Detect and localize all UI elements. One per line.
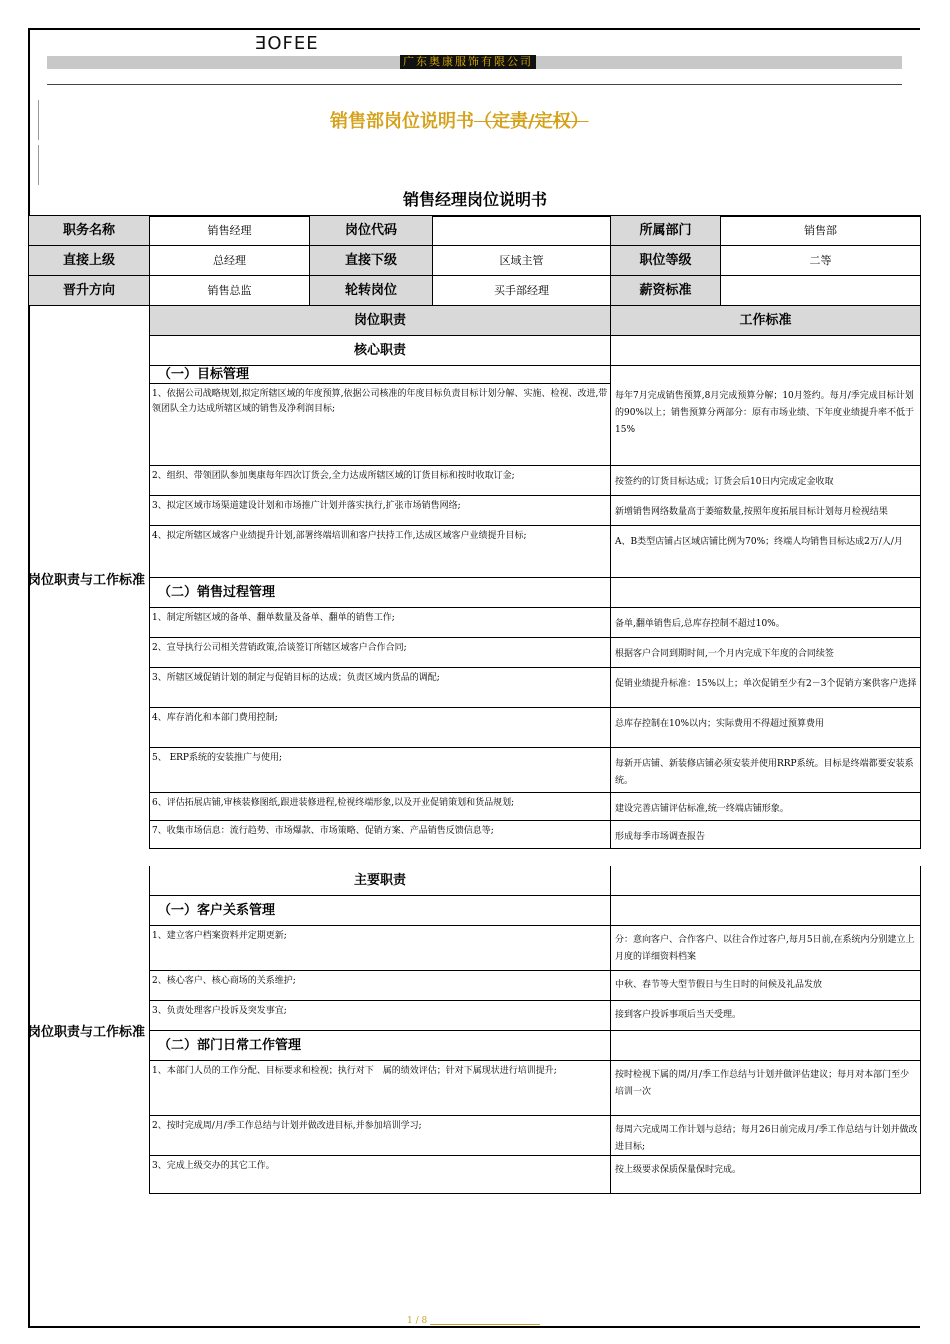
info-label: 职务名称: [28, 216, 150, 246]
standard-item: 接到客户投诉事项后当天受理。: [611, 1001, 921, 1031]
standard-item: 每周六完成周工作计划与总结；每月26日前完成月/季工作总结与计划并做改进目标;: [611, 1116, 921, 1156]
page-number: 1 / 8: [407, 1316, 428, 1326]
standard-item: 形成每季市场调查报告: [611, 821, 921, 849]
duty-item: 3、负责处理客户投诉及突发事宜;: [150, 1001, 611, 1031]
section-title: 核心职责: [150, 336, 611, 366]
info-label: 所属部门: [611, 216, 721, 246]
standard-item: 按时检视下属的周/月/季工作总结与计划并做评估建议；每月对本部门至少培训一次: [611, 1061, 921, 1116]
info-value: 总经理: [150, 246, 310, 276]
duty-item: 3、拟定区域市场渠道建设计划和市场推广计划并落实执行,扩张市场销售网络;: [150, 496, 611, 526]
duty-item: 2、核心客户、核心商场的关系维护;: [150, 971, 611, 1001]
group-title-blank: [611, 896, 921, 926]
duty-item: 2、按时完成周/月/季工作总结与计划并做改进目标,并参加培训学习;: [150, 1116, 611, 1156]
duty-item: 1、制定所辖区域的备单、翻单数量及备单、翻单的销售工作;: [150, 608, 611, 638]
group-title-blank: [611, 578, 921, 608]
standard-item: 按签约的订货目标达成；订货会后10日内完成定金收取: [611, 466, 921, 496]
footer-line: [430, 1324, 540, 1325]
info-value: 销售经理: [150, 216, 310, 246]
duty-item: 1、依据公司战略规划,拟定所辖区域的年度预算,依据公司核准的年度目标负责目标计划分解、实施、检视、改进,带领团队全力达成所辖区域的销售及净利润目标;: [150, 384, 611, 466]
info-label: 岗位代码: [310, 216, 433, 246]
duty-item: 7、收集市场信息：流行趋势、市场爆款、市场策略、促销方案、产品销售反馈信息等;: [150, 821, 611, 849]
duty-item: 5、 ERP系统的安装推广与使用;: [150, 748, 611, 793]
info-value: [433, 216, 611, 246]
standard-item: 新增销售网络数量高于萎缩数量,按照年度拓展目标计划每月检视结果: [611, 496, 921, 526]
page-title: 销售经理岗位说明书: [402, 190, 547, 209]
info-label: 直接下级: [310, 246, 433, 276]
group-title: （二）销售过程管理: [150, 578, 611, 608]
duty-column-header: 岗位职责: [150, 306, 611, 336]
info-value: 销售部: [721, 216, 921, 246]
duty-item: 3、完成上级交办的其它工作。: [150, 1156, 611, 1194]
side-label: 岗位职责与工作标准: [28, 573, 146, 588]
standard-item: 备单,翻单销售后,总库存控制不超过10%。: [611, 608, 921, 638]
group-title: （一）目标管理: [150, 366, 611, 384]
margin-mark: [38, 145, 39, 185]
info-label: 晋升方向: [28, 276, 150, 306]
margin-mark: [38, 100, 39, 140]
group-title: （二）部门日常工作管理: [150, 1031, 611, 1061]
standard-item: 每新开店铺、新装修店铺必须安装并使用RRP系统。目标是终端都要安装系统。: [611, 748, 921, 793]
duty-item: 1、本部门人员的工作分配、目标要求和检视；执行对下 属的绩效评估；针对下属现状进行培训提升;: [150, 1061, 611, 1116]
standard-item: 中秋、春节等大型节假日与生日时的问候及礼品发放: [611, 971, 921, 1001]
duty-item: 2、组织、带领团队参加奥康每年四次订货会,全力达成所辖区域的订货目标和按时收取订金;: [150, 466, 611, 496]
info-label: 直接上级: [28, 246, 150, 276]
standard-item: A、B类型店铺占区域店铺比例为70%；终端人均销售目标达成2万/人/月: [611, 526, 921, 578]
standard-item: 按上级要求保质保量保时完成。: [611, 1156, 921, 1194]
duty-item: 2、宣导执行公司相关营销政策,洽谈签订所辖区域客户合作合同;: [150, 638, 611, 668]
duty-item: 4、库存消化和本部门费用控制;: [150, 708, 611, 748]
side-column-divider: [149, 866, 150, 1194]
section-title: 主要职责: [150, 866, 611, 896]
side-column-divider: [149, 306, 150, 849]
section-title-blank: [611, 866, 921, 896]
standard-item: 每年7月完成销售预算,8月完成预算分解；10月签约。每月/季完成目标计划的90%以上；销售预算分两部分：原有市场业绩、下年度业绩提升率不低于15%: [611, 366, 921, 466]
company-name: 广东奥康服饰有限公司: [400, 55, 536, 69]
info-label: 轮转岗位: [310, 276, 433, 306]
info-value: 区域主管: [433, 246, 611, 276]
info-label: 职位等级: [611, 246, 721, 276]
standard-item: 根据客户合同到期时间,一个月内完成下年度的合同续签: [611, 638, 921, 668]
company-logo: ƎOFEE: [255, 33, 319, 54]
document-title-struck: （定责/定权）: [474, 111, 589, 132]
info-value: [721, 276, 921, 306]
duty-item: 6、评估拓展店铺,审核装修图纸,跟进装修进程,检视终端形象,以及开业促销策划和货品规划;: [150, 793, 611, 821]
info-value: 买手部经理: [433, 276, 611, 306]
standard-column-header: 工作标准: [611, 306, 921, 336]
duty-item: 3、所辖区域促销计划的制定与促销目标的达成；负责区域内货品的调配;: [150, 668, 611, 708]
standard-item: 建设完善店铺评估标准,统一终端店铺形象。: [611, 793, 921, 821]
side-label: 岗位职责与工作标准: [28, 1025, 146, 1040]
document-title: [330, 107, 589, 133]
document-title-main: 销售部岗位说明书: [330, 111, 474, 132]
standard-item: 分：意向客户、合作客户、以往合作过客户,每月5日前,在系统内分别建立上月度的详细资料档案: [611, 926, 921, 971]
standard-item: 总库存控制在10%以内；实际费用不得超过预算费用: [611, 708, 921, 748]
info-value: 二等: [721, 246, 921, 276]
section-title-blank: [611, 336, 921, 366]
duty-item: 4、拟定所辖区域客户业绩提升计划,部署终端培训和客户扶持工作,达成区域客户业绩提升目标;: [150, 526, 611, 578]
info-label: 薪资标准: [611, 276, 721, 306]
standard-item: 促销业绩提升标准：15%以上；单次促销至少有2－3个促销方案供客户选择: [611, 668, 921, 708]
duty-item: 1、建立客户档案资料并定期更新;: [150, 926, 611, 971]
group-title-blank: [611, 1031, 921, 1061]
header-divider: [47, 84, 902, 85]
info-value: 销售总监: [150, 276, 310, 306]
group-title: （一）客户关系管理: [150, 896, 611, 926]
